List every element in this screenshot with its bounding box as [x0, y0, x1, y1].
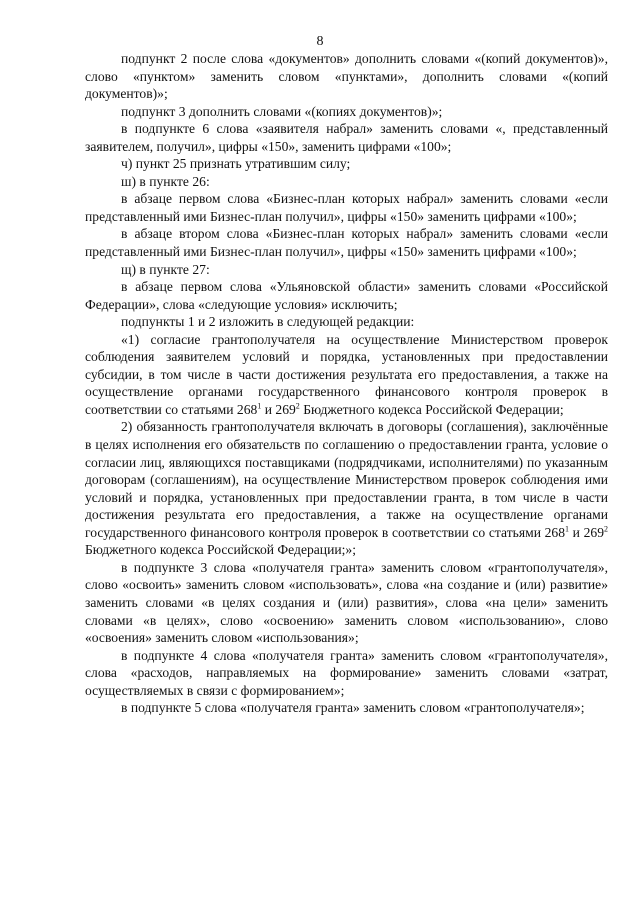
superscript: 1: [565, 524, 570, 534]
paragraph: подпункты 1 и 2 изложить в следующей редакции:: [121, 314, 415, 330]
document-body: [85, 50, 608, 717]
paragraph: щ) в пункте 27:: [121, 261, 210, 277]
paragraph: ш) в пункте 26:: [121, 173, 210, 189]
paragraph-text: Бюджетного кодекса Российской Федерации;»;: [85, 542, 356, 558]
paragraph: в абзаце первом слова «Бизнес-план которых набрал» заменить словами «если представленный ими Бизнес-план получил», цифры «150» заменить цифрами «100»;: [85, 191, 608, 224]
paragraph-text: и 269: [261, 401, 296, 417]
paragraph: в подпункте 5 слова «получателя гранта» заменить словом «грантополучателя»;: [121, 700, 585, 716]
paragraph-text: Бюджетного кодекса Российской Федерации;: [299, 401, 564, 417]
superscript: 2: [295, 401, 300, 411]
paragraph: в подпункте 3 слова «получателя гранта» заменить словом «грантополучателя», слово «освоить» заменить словом «использовать», слова «на создание и (или) развитие» заменить словами «в целях создания и (или) развития», слова «на цели» заменить словами «в целях», слово «освоению» заменить словом «использованию», слово «освоения» заменить словом «использования»;: [85, 559, 608, 646]
page-number: 8: [316, 34, 324, 49]
paragraph: в подпункте 4 слова «получателя гранта» заменить словом «грантополучателя», слова «расходов, направляемых на формирование» заменить словами «затрат, осуществляемых в связи с формированием»;: [85, 647, 608, 698]
paragraph: в абзаце первом слова «Ульяновской области» заменить словами «Российской Федерации», слова «следующие условия» исключить;: [85, 279, 608, 312]
paragraph: подпункт 2 после слова «документов» дополнить словами «(копий документов)», слово «пунктом» заменить словом «пунктами», дополнить словами «(копий документов)»;: [85, 51, 608, 102]
paragraph: ч) пункт 25 признать утратившим силу;: [121, 156, 351, 172]
paragraph-text: и 269: [569, 524, 604, 540]
paragraph-item-2: [85, 418, 608, 558]
paragraph-item-1: [85, 331, 608, 419]
paragraph-text: «1) согласие грантополучателя на осуществление Министерством проверок соблюдения заявителем условий и порядка, установленных при предоставлении субсидии, в том числе в части достижения результата его предоставления, а также на осуществление органами государственного финансового контроля проверок в соответствии со статьями 268: [85, 331, 608, 417]
paragraph: в подпункте 6 слова «заявителя набрал» заменить словами «, представленный заявителем, получил», цифры «150», заменить цифрами «100»;: [85, 121, 608, 154]
paragraph: подпункт 3 дополнить словами «(копиях документов)»;: [121, 103, 443, 119]
superscript: 1: [257, 401, 262, 411]
paragraph-text: 2) обязанность грантополучателя включать в договоры (соглашения), заключённые в целях исполнения его обязательств по соглашению о предоставлении гранта, условие о согласии лиц, являющихся поставщиками (подрядчиками, исполнителями) по указанным договорам (соглашениям), на осуществление Министерством проверок соблюдения ими условий и порядка, установленных при предоставлении гранта, в том числе в части достижения результата его предоставления, а также на осуществление органами государственного финансового контроля проверок в соответствии со статьями 268: [85, 419, 608, 540]
paragraph: в абзаце втором слова «Бизнес-план которых набрал» заменить словами «если представленный ими Бизнес-план получил», цифры «150» заменить цифрами «100»;: [85, 226, 608, 260]
superscript: 2: [604, 524, 608, 534]
